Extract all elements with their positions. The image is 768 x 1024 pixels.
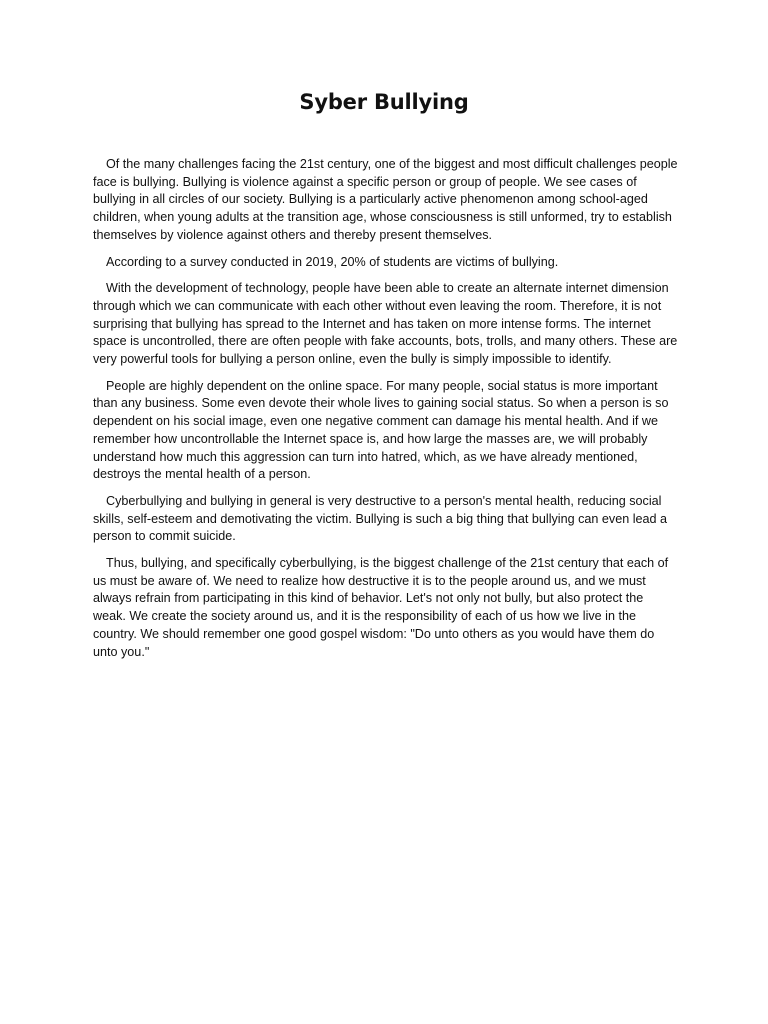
paragraph-conclusion: Thus, bullying, and specifically cyberbullying, is the biggest challenge of the 21st century that each of us must be aware of. We need to realize how destructive it is to the people around us, and we must always refrain from participating in this kind of behavior. Let's not only not bully, but also protect the weak. We create the society around us, and it is the responsibility of each of us how we live in the country. We should remember one good gospel wisdom: "Do unto others as you would have them do unto you." — [93, 556, 669, 659]
document-title: Syber Bullying — [299, 90, 469, 114]
paragraph-online-space: People are highly dependent on the online space. For many people, social status is more important than any business. Some even devote their whole lives to gaining social status. So when a person is so dependent on his social image, even one negative comment can damage his mental health. And if we remember how uncontrollable the Internet space is, and how large the masses are, we will probably understand how much this aggression can turn into hatred, which, as we have already mentioned, destroys the mental health of a person. — [93, 378, 669, 482]
document-body — [93, 156, 679, 670]
paragraph-effects: Cyberbullying and bullying in general is very destructive to a person's mental health, reducing social skills, self-esteem and demotivating the victim. Bullying is such a big thing that bullying can even lead a person to commit suicide. — [93, 493, 668, 544]
paragraph-survey: According to a survey conducted in 2019, 20% of students are victims of bullying. — [106, 254, 559, 269]
paragraph-technology: With the development of technology, people have been able to create an alternate internet dimension through which we can communicate with each other without even leaving the room. Therefore, it is not surprising that bullying has spread to the Internet and has taken on more intense forms. The internet space is uncontrolled, there are often people with fake accounts, bots, trolls, and many others. These are very powerful tools for bullying a person online, even the bully is simply impossible to identify. — [93, 281, 678, 367]
paragraph-intro: Of the many challenges facing the 21st century, one of the biggest and most difficult challenges people face is bullying. Bullying is violence against a specific person or group of people. We see cases of bullying in all circles of our society. Bullying is a particularly active phenomenon among school-aged children, when young adults at the transition age, whose consciousness is still unformed, try to establish themselves by violence against others and thereby present themselves. — [93, 157, 678, 242]
